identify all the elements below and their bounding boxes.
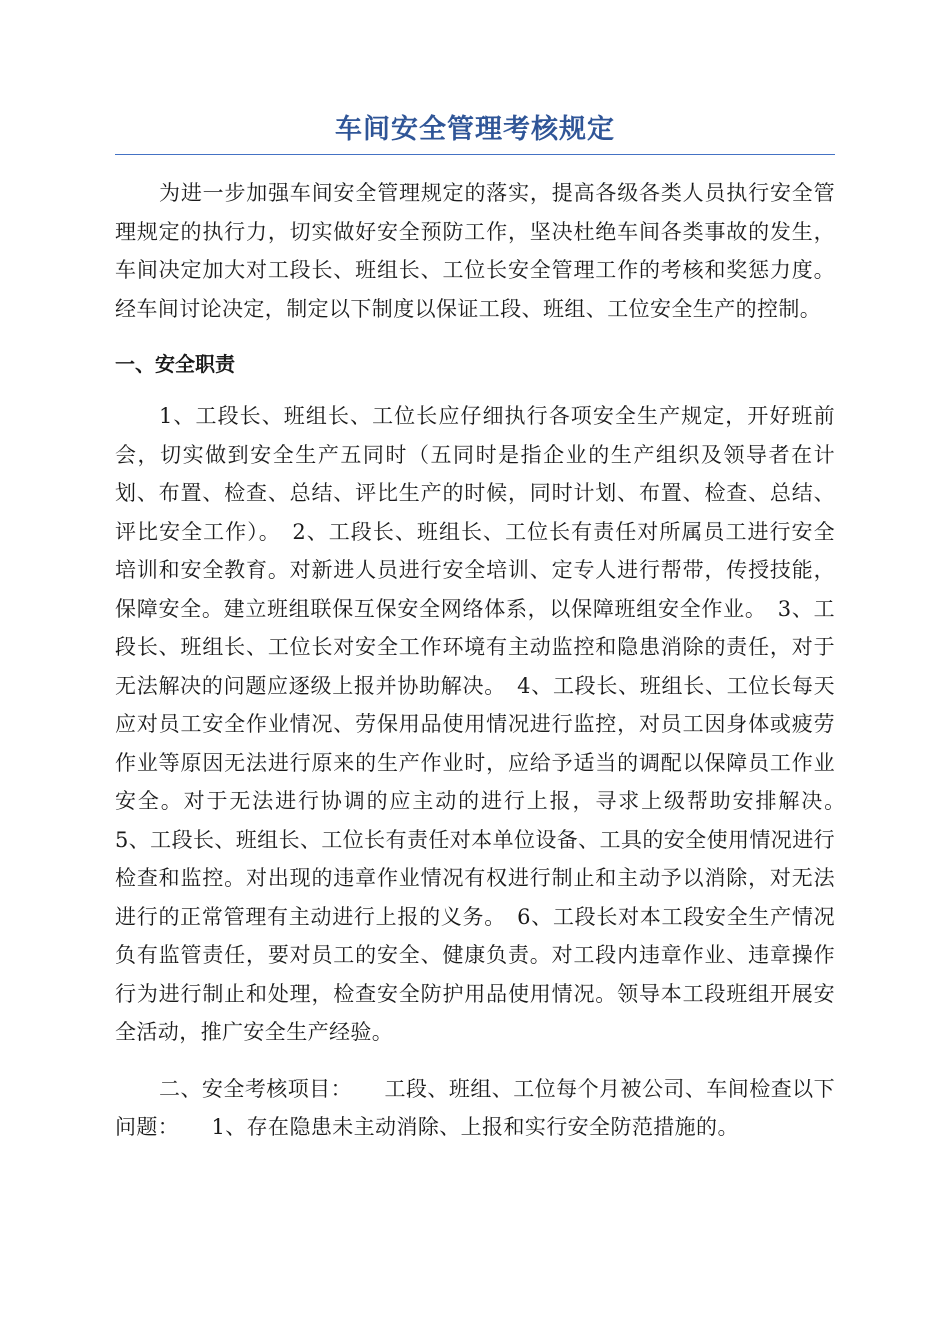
section-heading-safety-duties: 一、安全职责 — [115, 352, 235, 376]
safety-duties-paragraph: 1、工段长、班组长、工位长应仔细执行各项安全生产规定，开好班前会，切实做到安全生产五同时（五同时是指企业的生产组织及领导者在计划、布置、检查、总结、评比生产的时候，同时计划、布置、检查、总结、评比安全工作）。 2、工段长、班组长、工位长有责任对所属员工进行安全培训和安全教育。对新进人员进行安全培训、定专人进行帮带，传授技能，保障安全。建立班组联保互保安全网络体系，以保障班组安全作业。 3、工段长、班组长、工位长对安全工作环境有主动监控和隐患消除的责任，对于无法解决的问题应逐级上报并协助解决。 4、工段长、班组长、工位长每天应对员工安全作业情况、劳保用品使用情况进行监控，对员工因身体或疲劳作业等原因无法进行原来的生产作业时，应给予适当的调配以保障员工作业安全。对于无法进行协调的应主动的进行上报，寻求上级帮助安排解决。 5、工段长、班组长、工位长有责任对本单位设备、工具的安全使用情况进行检查和监控。对出现的违章作业情况有权进行制止和主动予以消除，对无法进行的正常管理有主动进行上报的义务。 6、工段长对本工段安全生产情况负有监管责任，要对员工的安全、健康负责。对工段内违章作业、违章操作行为进行制止和处理，检查安全防护用品使用情况。领导本工段班组开展安全活动，推广安全生产经验。 — [115, 404, 857, 1044]
intro-paragraph: 为进一步加强车间安全管理规定的落实，提高各级各类人员执行安全管理规定的执行力，切实做好安全预防工作，坚决杜绝车间各类事故的发生，车间决定加大对工段长、班组长、工位长安全管理工作的考核和奖惩力度。经车间讨论决定，制定以下制度以保证工段、班组、工位安全生产的控制。 — [115, 181, 835, 321]
document-title: 车间安全管理考核规定 — [115, 108, 835, 155]
document-page — [115, 108, 857, 1147]
assessment-items-paragraph: 二、安全考核项目： 工段、班组、工位每个月被公司、车间检查以下问题： 1、存在隐患未主动消除、上报和实行安全防范措施的。 — [115, 1076, 835, 1139]
